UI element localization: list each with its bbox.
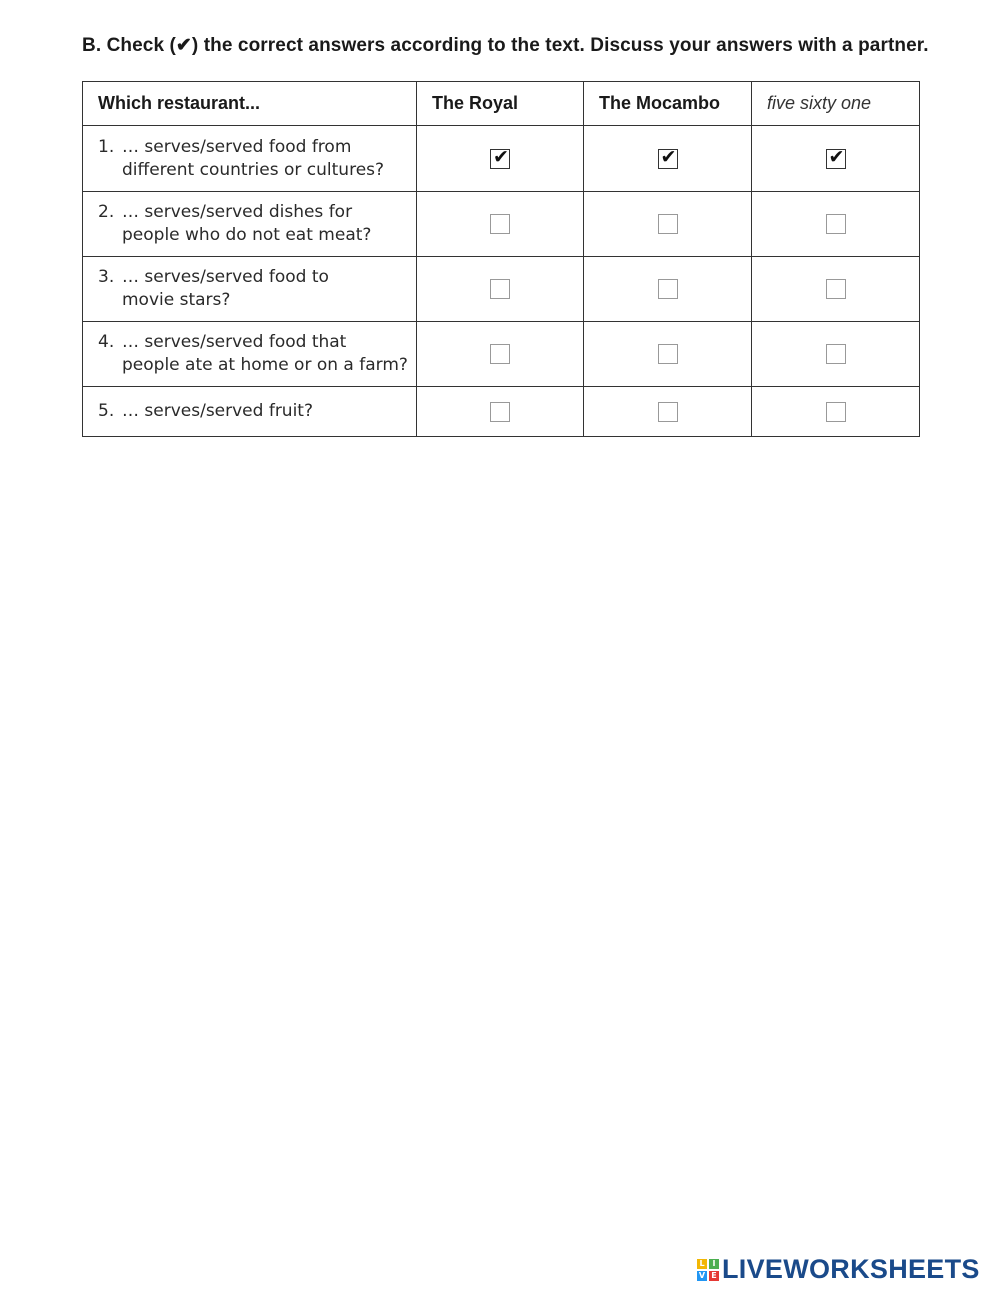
logo-letter-l: L xyxy=(697,1259,707,1269)
question-cell xyxy=(83,126,417,192)
checkbox-the-royal[interactable] xyxy=(490,145,510,169)
checkbox-the-royal[interactable] xyxy=(490,344,510,364)
question-cell xyxy=(83,257,417,322)
table-row xyxy=(83,322,920,387)
question-number: 3. xyxy=(98,267,115,287)
table-row xyxy=(83,126,920,192)
brand-name: LIVEWORKSHEETS xyxy=(722,1254,980,1284)
checkbox-the-mocambo[interactable] xyxy=(658,214,678,234)
table-header-row xyxy=(83,82,920,126)
question-number: 2. xyxy=(98,202,115,222)
answer-cell-the-mocambo xyxy=(584,387,752,437)
question-cell xyxy=(83,322,417,387)
logo-letter-i: I xyxy=(709,1259,719,1269)
answer-table xyxy=(82,81,920,437)
header-question: Which restaurant... xyxy=(83,82,417,126)
question-line-2: people ate at home or on a farm? xyxy=(122,355,408,375)
checkbox-the-mocambo[interactable] xyxy=(658,402,678,422)
question-text: … serves/served food from xyxy=(122,136,352,157)
answer-cell-the-royal xyxy=(417,322,584,387)
header-the-mocambo: The Mocambo xyxy=(584,82,752,126)
checkbox-the-mocambo[interactable] xyxy=(658,344,678,364)
logo-letter-e: E xyxy=(709,1271,719,1281)
answer-cell-the-mocambo xyxy=(584,192,752,257)
question-number: 5. xyxy=(98,401,115,421)
table-row xyxy=(83,257,920,322)
question-line-1 xyxy=(98,400,416,423)
header-the-royal: The Royal xyxy=(417,82,584,126)
question-cell xyxy=(83,192,417,257)
checkbox-the-mocambo[interactable] xyxy=(658,145,678,169)
question-line-1 xyxy=(98,136,416,159)
answer-cell-the-royal xyxy=(417,257,584,322)
header-five-sixty-one: five sixty one xyxy=(752,82,920,126)
question-text: … serves/served food that xyxy=(122,332,347,352)
question-text: … serves/served food to xyxy=(122,267,329,287)
answer-cell-the-mocambo xyxy=(584,322,752,387)
answer-cell-five-sixty-one xyxy=(752,322,920,387)
question-line-1 xyxy=(98,201,416,224)
question-text: … serves/served fruit? xyxy=(122,401,313,421)
answer-cell-five-sixty-one xyxy=(752,387,920,437)
check-icon: ✔ xyxy=(493,145,509,168)
question-line-2: different countries or cultures? xyxy=(122,159,385,180)
question-number: 4. xyxy=(98,332,115,352)
liveworksheets-logo xyxy=(697,1254,980,1285)
question-cell xyxy=(83,387,417,437)
check-icon: ✔ xyxy=(828,145,845,168)
logo-mark-icon xyxy=(697,1259,719,1281)
question-line-1 xyxy=(98,331,416,354)
instruction-text: B. Check (✔) the correct answers according to the text. Discuss your answers with a partner. xyxy=(82,35,929,56)
logo-letter-v: V xyxy=(698,1270,706,1280)
checkbox-five-sixty-one[interactable] xyxy=(826,214,846,234)
answer-cell-five-sixty-one xyxy=(752,126,920,192)
question-text: … serves/served dishes for xyxy=(122,202,353,222)
question-line-1 xyxy=(98,266,416,289)
answer-cell-the-royal xyxy=(417,192,584,257)
question-line-2: movie stars? xyxy=(122,290,231,310)
answer-cell-five-sixty-one xyxy=(752,192,920,257)
answer-cell-five-sixty-one xyxy=(752,257,920,322)
checkbox-five-sixty-one[interactable] xyxy=(826,402,846,422)
checkbox-five-sixty-one[interactable] xyxy=(826,145,846,169)
checkbox-the-royal[interactable] xyxy=(490,214,510,234)
question-line-2: people who do not eat meat? xyxy=(122,225,372,245)
checkbox-five-sixty-one[interactable] xyxy=(826,279,846,299)
question-number: 1. xyxy=(98,136,115,157)
checkbox-the-mocambo[interactable] xyxy=(658,279,678,299)
checkbox-five-sixty-one[interactable] xyxy=(826,344,846,364)
checkbox-the-royal[interactable] xyxy=(490,279,510,299)
answer-cell-the-royal xyxy=(417,126,584,192)
answer-cell-the-mocambo xyxy=(584,126,752,192)
checkbox-the-royal[interactable] xyxy=(490,402,510,422)
table-row xyxy=(83,192,920,257)
table-row xyxy=(83,387,920,437)
answer-cell-the-mocambo xyxy=(584,257,752,322)
check-icon: ✔ xyxy=(660,145,677,168)
answer-cell-the-royal xyxy=(417,387,584,437)
